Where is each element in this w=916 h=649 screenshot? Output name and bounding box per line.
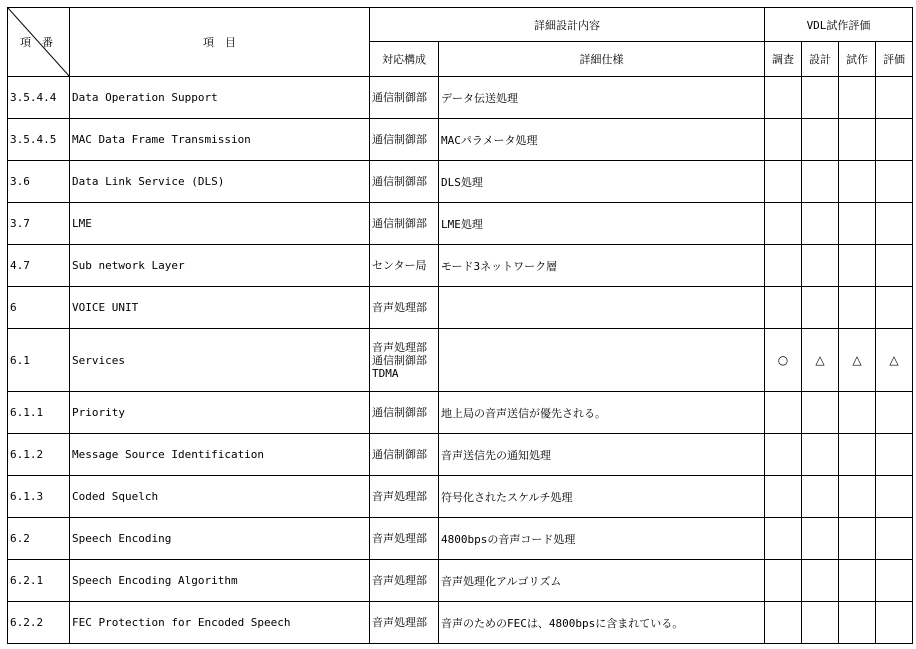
item-name-cell: Message Source Identification <box>70 434 370 476</box>
header-row-1 <box>8 8 913 42</box>
item-no-cell: 6.1.2 <box>8 434 70 476</box>
item-name-cell: Priority <box>70 392 370 434</box>
item-no-cell: 6.1.1 <box>8 392 70 434</box>
eval-prototype-cell <box>839 77 876 119</box>
table-row <box>8 287 913 329</box>
eval-survey-cell <box>765 245 802 287</box>
eval-design-cell <box>802 77 839 119</box>
item-no-cell: 6.2.2 <box>8 602 70 644</box>
table-row <box>8 329 913 392</box>
item-no-cell: 6 <box>8 287 70 329</box>
item-no-cell: 3.5.4.5 <box>8 119 70 161</box>
item-name-cell: Sub network Layer <box>70 245 370 287</box>
structure-line: 通信制御部 <box>372 133 427 146</box>
eval-design-cell <box>802 560 839 602</box>
eval-evaluation-cell <box>876 476 913 518</box>
detail-design-header: 詳細設計内容 <box>370 8 765 42</box>
structure-cell <box>370 119 439 161</box>
structure-cell <box>370 203 439 245</box>
item-name-cell: Coded Squelch <box>70 476 370 518</box>
structure-line: 音声処理部 <box>372 532 427 545</box>
eval-header-design: 設計 <box>802 42 839 77</box>
structure-cell <box>370 602 439 644</box>
item-no-cell: 3.7 <box>8 203 70 245</box>
structure-line: 音声処理部 <box>372 574 427 587</box>
eval-survey-cell <box>765 518 802 560</box>
eval-evaluation-cell <box>876 77 913 119</box>
structure-line: 通信制御部 <box>372 91 427 104</box>
item-no-cell: 3.6 <box>8 161 70 203</box>
eval-evaluation-cell <box>876 434 913 476</box>
item-name-cell: LME <box>70 203 370 245</box>
item-name-cell: Speech Encoding <box>70 518 370 560</box>
spec-cell: 4800bpsの音声コード処理 <box>439 518 765 560</box>
structure-cell <box>370 245 439 287</box>
eval-design-cell <box>802 119 839 161</box>
structure-line: 通信制御部 <box>372 175 427 188</box>
spec-cell: MACパラメータ処理 <box>439 119 765 161</box>
structure-line: 音声処理部 <box>372 301 427 314</box>
eval-survey-cell: ○ <box>765 329 802 392</box>
spec-cell: データ伝送処理 <box>439 77 765 119</box>
item-no-cell: 6.1.3 <box>8 476 70 518</box>
eval-prototype-cell <box>839 518 876 560</box>
item-name-cell: FEC Protection for Encoded Speech <box>70 602 370 644</box>
structure-line: 音声処理部 <box>372 490 427 503</box>
spec-cell <box>439 287 765 329</box>
structure-line: 音声処理部 <box>372 616 427 629</box>
eval-header-prototype: 試作 <box>839 42 876 77</box>
item-header: 項 目 <box>70 8 370 77</box>
item-name-cell: Services <box>70 329 370 392</box>
eval-evaluation-cell <box>876 392 913 434</box>
table-row <box>8 119 913 161</box>
eval-survey-cell <box>765 287 802 329</box>
structure-line: 通信制御部 <box>372 448 427 461</box>
table-row <box>8 560 913 602</box>
spec-cell: モード3ネットワーク層 <box>439 245 765 287</box>
eval-survey-cell <box>765 392 802 434</box>
eval-design-cell <box>802 518 839 560</box>
eval-design-cell <box>802 287 839 329</box>
spec-cell: 音声処理化アルゴリズム <box>439 560 765 602</box>
eval-survey-cell <box>765 161 802 203</box>
eval-design-cell <box>802 476 839 518</box>
structure-cell <box>370 476 439 518</box>
eval-prototype-cell <box>839 245 876 287</box>
eval-survey-cell <box>765 119 802 161</box>
eval-design-cell: △ <box>802 329 839 392</box>
eval-survey-cell <box>765 203 802 245</box>
item-name-cell: VOICE UNIT <box>70 287 370 329</box>
eval-design-cell <box>802 602 839 644</box>
structure-line: センター局 <box>372 259 427 272</box>
item-name-cell: MAC Data Frame Transmission <box>70 119 370 161</box>
table-row <box>8 518 913 560</box>
eval-design-cell <box>802 161 839 203</box>
structure-cell <box>370 287 439 329</box>
eval-survey-cell <box>765 560 802 602</box>
structure-line: 通信制御部 <box>372 406 427 419</box>
eval-header-survey: 調査 <box>765 42 802 77</box>
item-no-cell: 3.5.4.4 <box>8 77 70 119</box>
spec-cell: LME処理 <box>439 203 765 245</box>
eval-prototype-cell <box>839 434 876 476</box>
eval-evaluation-cell <box>876 203 913 245</box>
table-row <box>8 245 913 287</box>
eval-design-cell <box>802 434 839 476</box>
structure-cell <box>370 392 439 434</box>
eval-design-cell <box>802 245 839 287</box>
structure-line: TDMA <box>372 366 399 380</box>
table-row <box>8 602 913 644</box>
spec-cell: 音声のためのFECは、4800bpsに含まれている。 <box>439 602 765 644</box>
structure-line: 音声処理部 <box>372 340 427 354</box>
structure-cell <box>370 329 439 392</box>
spec-cell: DLS処理 <box>439 161 765 203</box>
eval-prototype-cell <box>839 119 876 161</box>
item-no-cell: 6.2 <box>8 518 70 560</box>
eval-evaluation-cell <box>876 518 913 560</box>
table-row <box>8 392 913 434</box>
table-row <box>8 161 913 203</box>
structure-cell <box>370 161 439 203</box>
table-row <box>8 77 913 119</box>
eval-evaluation-cell <box>876 245 913 287</box>
item-no-cell: 4.7 <box>8 245 70 287</box>
eval-design-cell <box>802 392 839 434</box>
eval-prototype-cell <box>839 560 876 602</box>
item-no-header <box>8 8 70 77</box>
eval-evaluation-cell <box>876 287 913 329</box>
spec-cell <box>439 329 765 392</box>
vdl-eval-header: VDL試作評価 <box>765 8 913 42</box>
eval-prototype-cell: △ <box>839 329 876 392</box>
eval-prototype-cell <box>839 602 876 644</box>
eval-survey-cell <box>765 77 802 119</box>
eval-evaluation-cell: △ <box>876 329 913 392</box>
eval-evaluation-cell <box>876 161 913 203</box>
item-name-cell: Speech Encoding Algorithm <box>70 560 370 602</box>
structure-cell <box>370 77 439 119</box>
spec-cell: 符号化されたスケルチ処理 <box>439 476 765 518</box>
structure-line: 通信制御部 <box>372 217 427 230</box>
eval-header-evaluation: 評価 <box>876 42 913 77</box>
item-name-cell: Data Link Service (DLS) <box>70 161 370 203</box>
structure-header: 対応構成 <box>370 42 439 77</box>
item-no-cell: 6.2.1 <box>8 560 70 602</box>
eval-prototype-cell <box>839 476 876 518</box>
spec-cell: 音声送信先の通知処理 <box>439 434 765 476</box>
eval-evaluation-cell <box>876 602 913 644</box>
eval-design-cell <box>802 203 839 245</box>
eval-evaluation-cell <box>876 119 913 161</box>
eval-prototype-cell <box>839 287 876 329</box>
table-row <box>8 476 913 518</box>
item-no-cell: 6.1 <box>8 329 70 392</box>
item-name-cell: Data Operation Support <box>70 77 370 119</box>
eval-survey-cell <box>765 434 802 476</box>
spec-header: 詳細仕様 <box>439 42 765 77</box>
structure-cell <box>370 434 439 476</box>
item-no-header-label: 項 番 <box>20 36 53 49</box>
eval-prototype-cell <box>839 392 876 434</box>
structure-cell <box>370 560 439 602</box>
eval-prototype-cell <box>839 203 876 245</box>
structure-line: 通信制御部 <box>372 353 427 367</box>
table-row <box>8 434 913 476</box>
structure-cell <box>370 518 439 560</box>
spec-cell: 地上局の音声送信が優先される。 <box>439 392 765 434</box>
eval-prototype-cell <box>839 161 876 203</box>
eval-survey-cell <box>765 602 802 644</box>
eval-evaluation-cell <box>876 560 913 602</box>
spec-table <box>7 7 913 644</box>
eval-survey-cell <box>765 476 802 518</box>
table-row <box>8 203 913 245</box>
